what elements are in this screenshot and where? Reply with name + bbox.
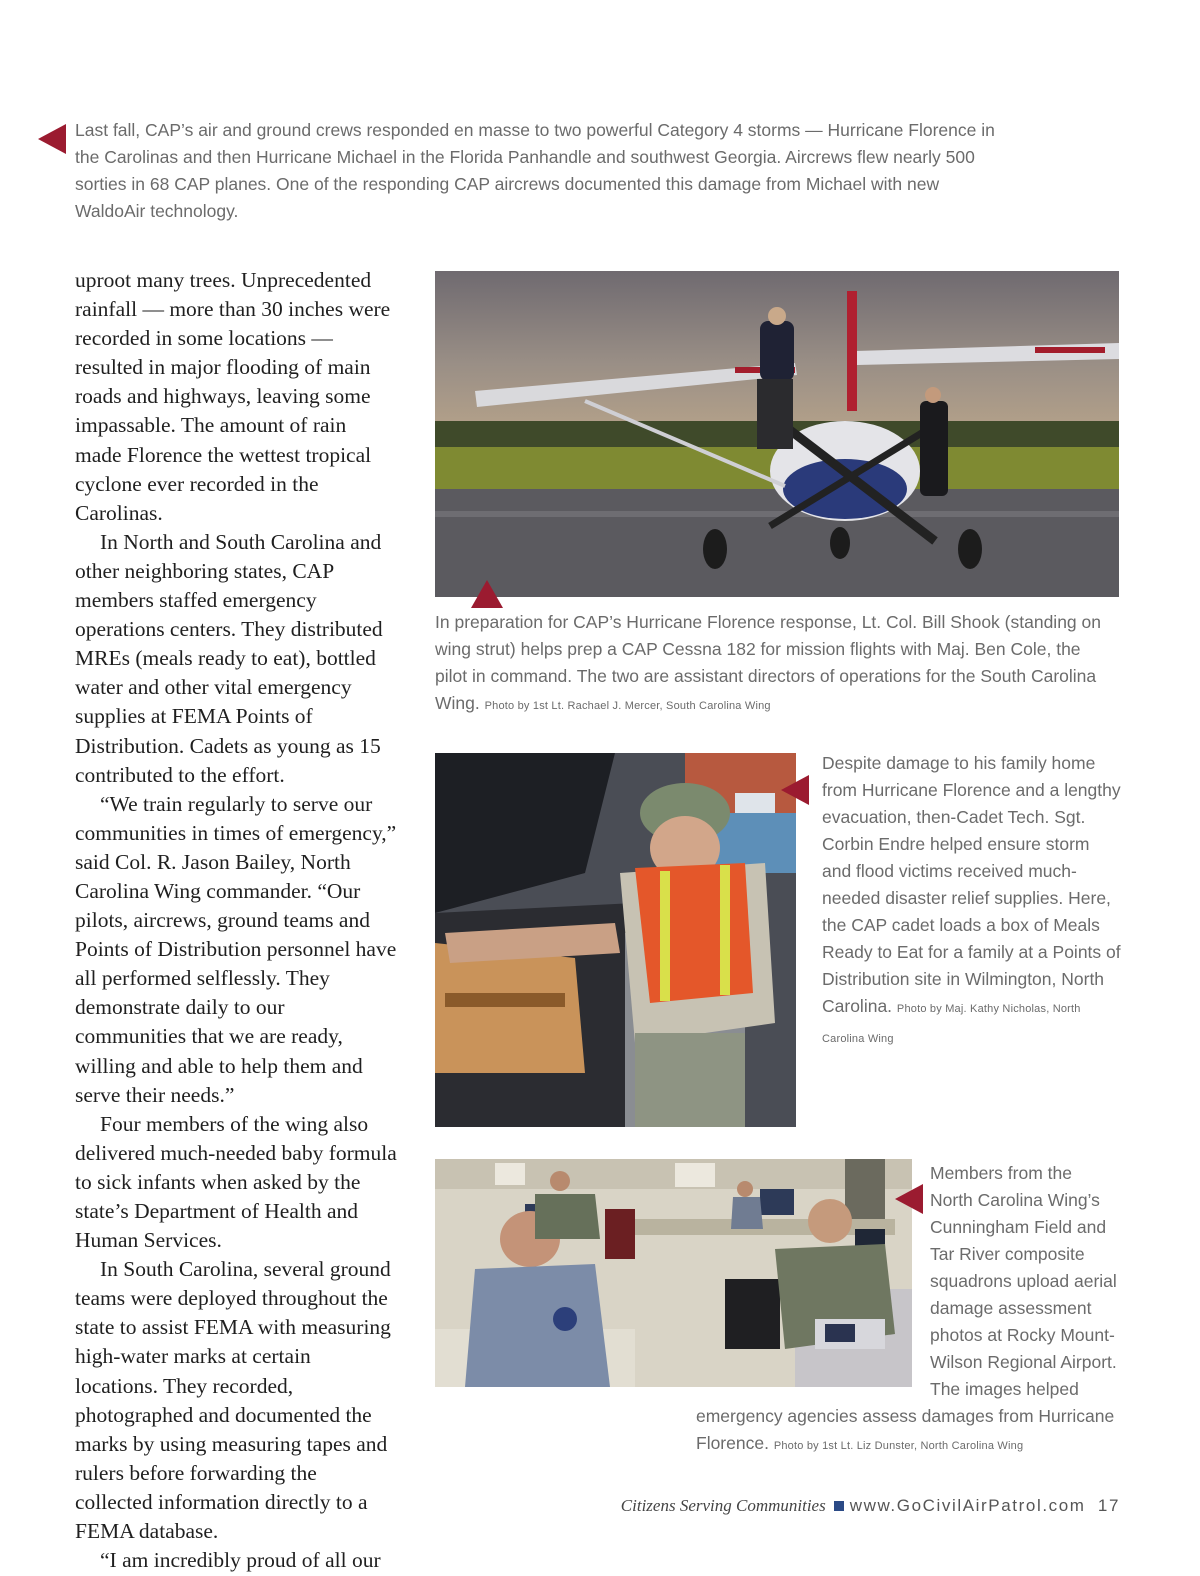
body-paragraph: Four members of the wing also delivered much-needed baby formula to sick infants when asked by the state’s Department of Health and Human Services.	[75, 1111, 397, 1253]
photo2-credit: Photo by Maj. Kathy Nicholas, North Carolina Wing	[822, 1003, 1081, 1045]
page-number: 17	[1097, 1496, 1120, 1515]
photo-cadets-computers	[435, 1159, 912, 1387]
top-caption: Last fall, CAP’s air and ground crews responded en masse to two powerful Category 4 storms — Hurricane Florence in the Carolinas and then Hurricane Michael in the Florida Panhandle and southwest Georgia. Aircrews flew nearly 500 sorties in 68 CAP planes. One of the responding CAP aircrews documented this damage from Michael with new WaldoAir technology.	[75, 120, 995, 221]
body-paragraph: In North and South Carolina and other neighboring states, CAP members staffed emergency operations centers. They distributed MREs (meals ready to eat), bottled water and other vital emergency supplies at FEMA Points of Distribution. Cadets as young as 15 contributed to the effort.	[75, 529, 383, 787]
footer-tagline: Citizens Serving Communities	[620, 1496, 826, 1515]
footer-url[interactable]: www.GoCivilAirPatrol.com	[849, 1496, 1086, 1515]
body-paragraph: “I am incredibly proud of all our	[100, 1548, 381, 1573]
caption-pointer-icon	[38, 124, 66, 154]
photo3-caption-line-last	[696, 1430, 1126, 1460]
photo3-caption-line: emergency agencies assess damages from Hurricane	[696, 1406, 1115, 1426]
photo3-caption-lower	[696, 1403, 1126, 1460]
photo3-caption-line: Wilson Regional Airport.	[930, 1352, 1117, 1372]
photo3-caption-text: Florence.	[696, 1433, 769, 1453]
photo2-caption-text: Despite damage to his family home from Hurricane Florence and a lengthy evacuation, then-Cadet Tech. Sgt. Corbin Endre helped ensure storm and flood victims received much-needed disaster relief supplies. Here, the CAP cadet loads a box of Meals Ready to Eat for a family at a Points of Distribution site in Wilmington, North Carolina.	[822, 753, 1121, 1016]
body-paragraph: uproot many trees. Unprecedented rainfall — more than 30 inches were recorded in some locations — resulted in major flooding of main roads and highways, leaving some impassable. The amount of rain made Florence the wettest tropical cyclone ever recorded in the Carolinas.	[75, 268, 391, 525]
photo-cadet-loading	[435, 753, 796, 1127]
body-paragraph: “We train regularly to serve our communities in times of emergency,” said Col. R. Jason Bailey, North Carolina Wing commander. “Our pilots, aircrews, ground teams and Points of Distribution personnel have all performed selflessly. They demonstrate daily to our communities that we are ready, willing and able to help them and serve their needs.”	[75, 791, 397, 1107]
caption-pointer-icon	[781, 775, 809, 805]
caption-pointer-icon	[895, 1184, 923, 1214]
photo3-caption-line: North Carolina Wing’s	[930, 1190, 1100, 1210]
photo3-caption-line: Members from the	[930, 1163, 1072, 1183]
photo2-caption	[822, 750, 1122, 1053]
photo3-caption-upper	[930, 1160, 1130, 1403]
photo1-credit: Photo by 1st Lt. Rachael J. Mercer, South Carolina Wing	[484, 700, 771, 712]
photo1-caption	[435, 609, 1115, 720]
photo3-caption-line: squadrons upload aerial	[930, 1271, 1117, 1291]
photo-cessna-prep	[435, 271, 1119, 597]
photo3-caption-line: Tar River composite	[930, 1244, 1085, 1264]
page-footer	[621, 1496, 1120, 1516]
photo3-caption-line: Cunningham Field and	[930, 1217, 1107, 1237]
photo3-credit: Photo by 1st Lt. Liz Dunster, North Carolina Wing	[773, 1440, 1024, 1452]
photo1-caption-text: In preparation for CAP’s Hurricane Florence response, Lt. Col. Bill Shook (standing on wing strut) helps prep a CAP Cessna 182 for mission flights with Maj. Ben Cole, the pilot in command. The two are assistant directors of operations for the South Carolina Wing.	[435, 612, 1101, 713]
photo3-caption-line: damage assessment	[930, 1298, 1092, 1318]
photo3-caption-line: photos at Rocky Mount-	[930, 1325, 1115, 1345]
caption-pointer-icon	[471, 580, 503, 608]
photo3-caption-line: The images helped	[930, 1379, 1079, 1399]
article-body	[75, 266, 398, 1575]
footer-square-icon	[834, 1501, 844, 1511]
body-paragraph: In South Carolina, several ground teams were deployed throughout the state to assist FEMA with measuring high-water marks at certain locations. They recorded, photographed and documented the marks by using measuring tapes and rulers before forwarding the collected information directly to a FEMA database.	[75, 1257, 391, 1544]
